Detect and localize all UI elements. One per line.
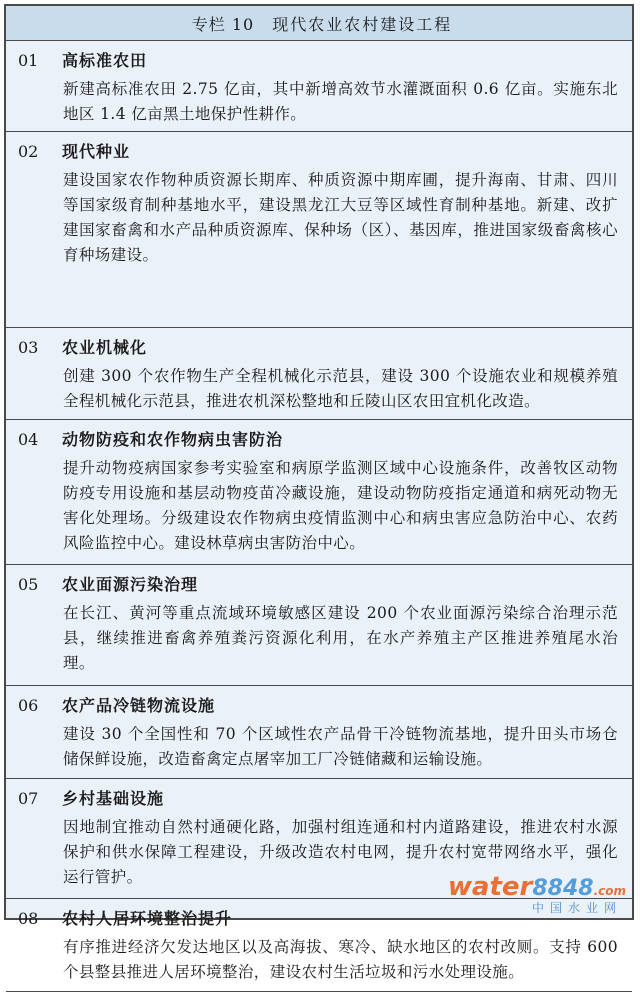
section-title: 现代种业 — [62, 142, 131, 161]
section-03 — [6, 328, 632, 420]
section-number: 02 — [18, 142, 39, 161]
section-06 — [6, 686, 632, 779]
box-title — [6, 6, 632, 41]
section-body: 建设国家农作物种质资源长期库、种质资源中期库圃，提升海南、甘肃、四川等国家级育制种基地水平，建设黑龙江大豆等区域性育制种基地。新建、改扩建国家畜禽和水产品种质资源库、保种场（区）、基因库，推进国家级畜禽核心育种场建设。 — [63, 171, 618, 264]
section-body: 提升动物疫病国家参考实验室和病原学监测区域中心设施条件，改善牧区动物防疫专用设施和基层动物疫苗冷藏设施，建设动物防疫指定通道和病死动物无害化处理场。分级建设农作物病虫疫情监测中心和病虫害应急防治中心、农药风险监控中心。建设林草病虫害防治中心。 — [63, 459, 618, 552]
section-title: 乡村基础设施 — [62, 789, 165, 808]
section-02 — [6, 132, 632, 328]
section-number: 03 — [18, 338, 39, 357]
feature-box — [4, 4, 634, 981]
section-04 — [6, 420, 632, 565]
column-title: 现代农业农村建设工程 — [272, 14, 453, 34]
section-title: 农产品冷链物流设施 — [62, 696, 216, 715]
section-body: 新建高标准农田 2.75 亿亩，其中新增高效节水灌溉面积 0.6 亿亩。实施东北地区 1.4 亿亩黑土地保护性耕作。 — [63, 80, 618, 123]
section-title: 农村人居环境整治提升 — [62, 909, 233, 928]
watermark-number: 8848 — [532, 876, 594, 901]
section-body: 创建 300 个农作物生产全程机械化示范县，建设 300 个设施农业和规模养殖全程机械化示范县，推进农机深松整地和丘陵山区农田宜机化改造。 — [63, 367, 618, 410]
section-number: 08 — [18, 909, 39, 928]
watermark-logo — [448, 874, 626, 900]
section-01 — [6, 41, 632, 132]
section-05 — [6, 565, 632, 686]
watermark-brand: water — [447, 872, 533, 902]
section-body: 有序推进经济欠发达地区以及高海拔、寒冷、缺水地区的农村改厕。支持 600 个县整县推进人居环境整治，建设农村生活垃圾和污水处理设施。 — [63, 938, 618, 981]
section-title: 农业面源污染治理 — [62, 575, 199, 594]
section-title: 动物防疫和农作物病虫害防治 — [62, 430, 284, 449]
section-title: 农业机械化 — [62, 338, 148, 357]
section-title: 高标准农田 — [62, 51, 148, 70]
section-body: 在长江、黄河等重点流域环境敏感区建设 200 个农业面源污染综合治理示范县，继续推进畜禽养殖粪污资源化利用，在水产养殖主产区推进养殖尾水治理。 — [63, 604, 618, 672]
section-number: 05 — [18, 575, 39, 594]
watermark-subtitle: 中国水业网 — [531, 901, 622, 915]
section-number: 04 — [18, 430, 39, 449]
section-body: 建设 30 个全国性和 70 个区域性农产品骨干冷链物流基地，提升田头市场仓储保鲜设施，改造畜禽定点屠宰加工厂冷链储藏和运输设施。 — [63, 725, 618, 768]
section-body: 因地制宜推动自然村通硬化路，加强村组连通和村内道路建设，推进农村水源保护和供水保障工程建设，升级改造农村电网，提升农村宽带网络水平，强化运行管护。 — [63, 818, 618, 886]
watermark-suffix: .com — [593, 884, 626, 898]
column-label: 专栏 10 — [191, 14, 255, 34]
section-number: 06 — [18, 696, 39, 715]
section-number: 07 — [18, 789, 39, 808]
section-number: 01 — [18, 51, 39, 70]
